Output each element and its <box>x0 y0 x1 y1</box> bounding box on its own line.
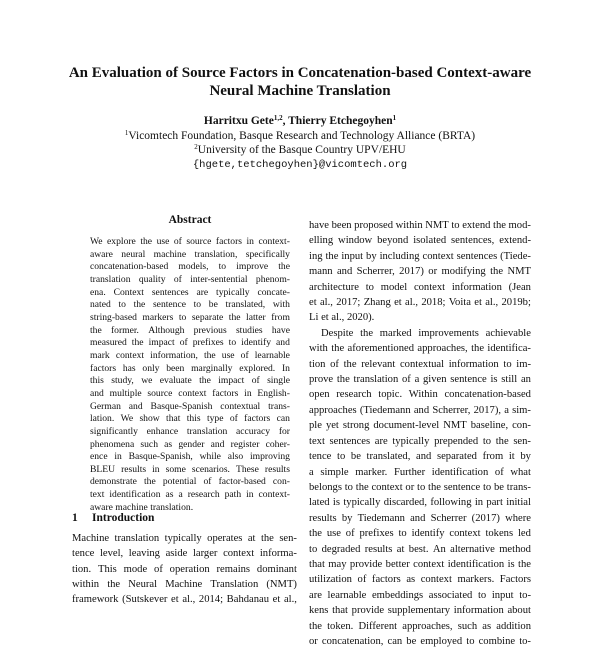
text-line: with the aforementioned approaches, the identifica- <box>309 343 531 355</box>
text-line: et al., 2017; Zhang et al., 2018; Voita et al., 2019b; <box>309 297 531 309</box>
text-line: elling window beyond isolated sentences, extend- <box>309 235 531 247</box>
author-block <box>40 114 560 172</box>
text-line: within the Neural Machine Translation (NMT) <box>72 579 297 591</box>
text-line: factors has only been marginally explored. In <box>90 362 290 374</box>
text-line: tion of the relevant contextual information to im- <box>309 358 531 370</box>
introduction-body <box>72 531 297 608</box>
text-line: We explore the use of source factors in context- <box>90 236 290 247</box>
text-line: Despite the marked improvements achievable <box>321 327 531 339</box>
text-line: or concatenation, can be employed to combine to- <box>309 635 531 647</box>
text-line: lated is typically discarded, following in part initial <box>309 497 531 509</box>
right-column <box>309 218 531 649</box>
text-line: tence level, leaving aside larger context informa- <box>72 548 297 560</box>
text-line: to degraded results at best. An alternative method <box>309 543 531 555</box>
author-name: Harritxu Gete <box>203 115 274 127</box>
text-line: aware neural machine translation, specifically <box>90 248 290 260</box>
affiliation-text: University of the Basque Country UPV/EHU <box>197 144 406 156</box>
text-line: nated to the sentence to be translated, with <box>90 299 290 311</box>
author-names <box>40 114 560 129</box>
text-line: the token. Different approaches, such as addition <box>309 620 531 632</box>
paragraph <box>309 326 531 649</box>
author-affiliation-mark: 1,2 <box>273 114 283 122</box>
text-line: Li et al., 2020). <box>309 312 375 324</box>
text-line: that may provide better context identification is the <box>309 558 531 570</box>
affiliation-mark: 2 <box>194 143 198 151</box>
title-line: An Evaluation of Source Factors in Concatenation-based Context-aware <box>68 65 532 81</box>
text-line: results by Tiedemann and Scherrer (2017) where <box>309 512 531 524</box>
section-title: Introduction <box>92 512 155 524</box>
text-line: open research topic. Within concatenation-based <box>309 389 531 401</box>
affiliation-mark: 1 <box>124 128 129 137</box>
text-line: significantly enhance translation accuracy for <box>90 425 290 437</box>
section-number: 1 <box>72 512 78 524</box>
text-line: Machine translation typically operates at the sen- <box>72 533 297 544</box>
section-heading <box>72 512 154 524</box>
text-line: phenomena such as gender and register coher- <box>90 438 290 450</box>
affiliation <box>40 129 560 144</box>
text-line: this study, we evaluate the impact of single <box>90 375 290 387</box>
text-line: tence to be translated, and separated from it by <box>309 451 531 463</box>
text-line: kens that provide supplementary information about <box>309 605 531 617</box>
author-separator: , <box>282 115 289 127</box>
author-emails: {hgete,tetchegoyhen}@vicomtech.org <box>192 158 408 171</box>
text-line: German and Basque-Spanish contextual trans- <box>90 400 290 412</box>
text-line: translation quality of inter-sentential phenom- <box>90 273 290 285</box>
text-line: BLEU results in some scenarios. These results <box>90 463 290 475</box>
text-line: utilization of factors as context markers. Factors <box>309 574 531 586</box>
paragraph <box>309 218 531 326</box>
text-line: text sentences are typically prepended to the sen- <box>309 435 531 447</box>
text-line: aware machine translation. <box>90 501 194 513</box>
text-line: tion. This mode of operation remains dominant <box>72 563 297 575</box>
text-line: framework (Sutskever et al., 2014; Bahdanau et al., <box>72 594 297 606</box>
text-line: the use of prefixes to identify context tokens led <box>309 528 531 540</box>
text-line: ence in Basque-Spanish, while also improving <box>90 451 290 463</box>
text-line: the former. Although previous studies have <box>90 324 290 336</box>
text-line: approaches (Tiedemann and Scherrer, 2017), a sim- <box>309 404 531 416</box>
text-line: are learnable embeddings associated to input to- <box>309 589 531 601</box>
text-line: demonstrate the potential of factor-based con- <box>90 476 290 488</box>
author-affiliation-mark: 1 <box>392 114 397 122</box>
text-line: ple yet strong document-level NMT baseline, con- <box>309 420 531 432</box>
text-line: concatenation-based models, to improve the <box>90 261 290 273</box>
text-line: a simple marker. Further identification of what <box>309 466 531 478</box>
text-line: ing the input by including context sentences (Tiede- <box>309 250 531 262</box>
text-line: prove the translation of a given sentence is still an <box>309 374 531 386</box>
text-line: architecture to model context information (Jean <box>309 281 531 293</box>
text-line: and multiple source context factors in English- <box>90 387 290 399</box>
text-line: belongs to the context or to the sentence to be trans- <box>309 481 531 493</box>
abstract-heading: Abstract <box>168 214 212 226</box>
text-line: mann and Scherrer, 2017) or modifying the NMT <box>309 266 531 278</box>
paper-title <box>40 64 560 100</box>
title-line: Neural Machine Translation <box>209 83 391 99</box>
text-line: lation. We show that this type of factors can <box>90 413 290 425</box>
text-line: measured the impact of prefixes to identify and <box>90 337 290 349</box>
text-line: string-based markers to separate the latter from <box>90 311 290 323</box>
author-name: Thierry Etchegoyhen <box>288 115 393 127</box>
abstract-body <box>90 236 290 514</box>
text-line: ena. Context sentences are typically concate- <box>90 286 290 298</box>
text-line: text identification as a research path in context- <box>90 489 290 501</box>
affiliation <box>40 143 560 158</box>
text-line: have been proposed within NMT to extend the mod- <box>309 220 531 231</box>
affiliation-text: Vicomtech Foundation, Basque Research and Technology Alliance (BRTA) <box>128 129 476 142</box>
text-line: mark context information, the use of learnable <box>90 349 290 361</box>
